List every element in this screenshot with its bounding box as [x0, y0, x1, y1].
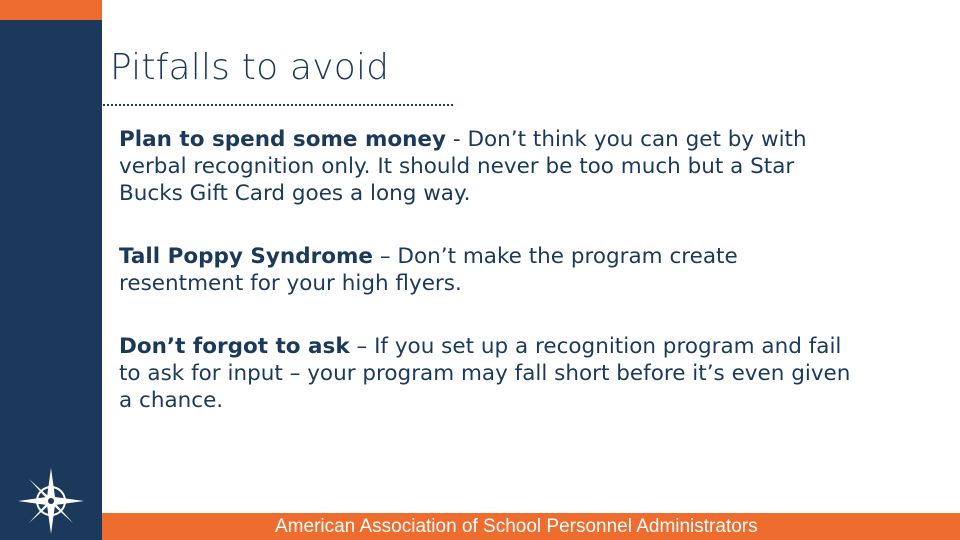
point-heading: Don’t forgot to ask [119, 334, 350, 359]
slide-content [119, 126, 859, 450]
compass-rose-icon [16, 466, 86, 536]
point-separator: – [349, 334, 375, 359]
list-item [119, 243, 859, 297]
list-item [119, 126, 859, 207]
list-item [119, 333, 859, 414]
point-heading: Tall Poppy Syndrome [119, 244, 373, 269]
title-divider [103, 104, 453, 106]
sidebar-accent-bar [0, 0, 102, 20]
point-heading: Plan to spend some money [119, 127, 447, 152]
slide-title: Pitfalls to avoid [110, 47, 390, 88]
point-text: Don’t make the program create resentment for your high flyers. [119, 244, 738, 296]
footer-bar [102, 513, 960, 540]
point-text: Don’t think you can get by with verbal recognition only. It should never be too much but a Star Bucks Gift Card goes a long way. [119, 127, 807, 206]
point-separator: – [373, 244, 398, 269]
sidebar [0, 0, 102, 540]
point-text: If you set up a recognition program and fail to ask for input – your program may fall short before it’s even given a chance. [119, 334, 851, 413]
footer-text: American Association of School Personnel Administrators [275, 516, 758, 537]
point-separator: - [446, 127, 468, 152]
